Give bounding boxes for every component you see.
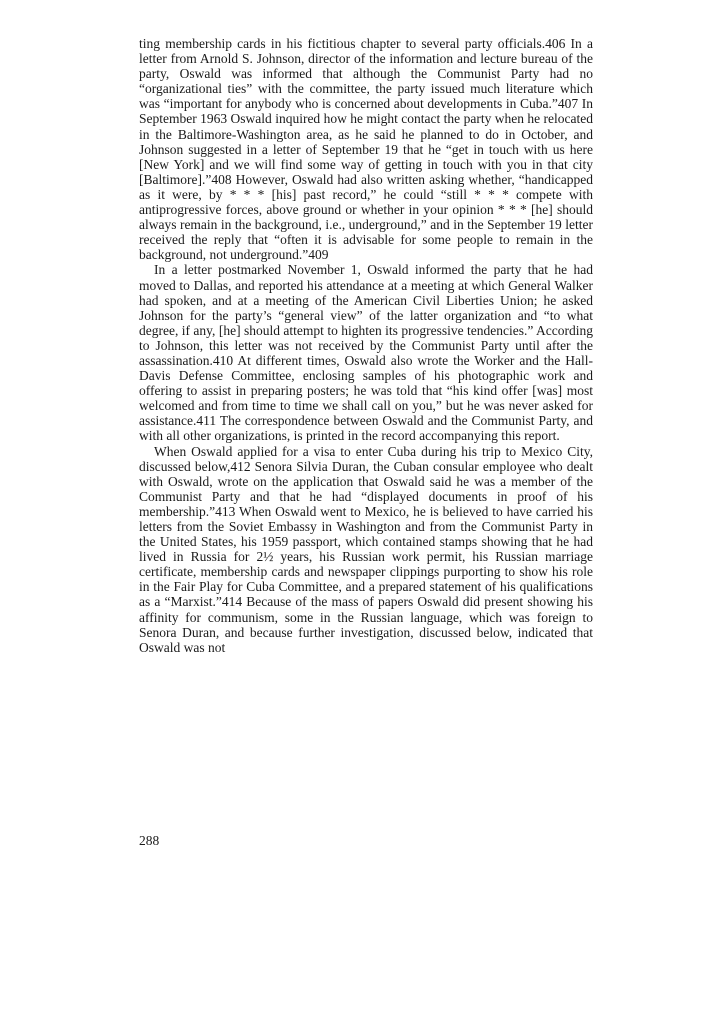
- paragraph-1: ting membership cards in his fictitious chapter to several party officials.406 In a letter from Arnold S. Johnson, director of the information and lecture bureau of the party, Oswald was informed that although the Communist Party had no “organizational ties” with the committee, the party issued much literature which was “important for anybody who is concerned about developments in Cuba.”407 In September 1963 Oswald inquired how he might contact the party when he relocated in the Baltimore-Washington area, as he said he planned to do in October, and Johnson suggested in a letter of September 19 that he “get in touch with us here [New York] and we will find some way of getting in touch with you in that city [Baltimore].”408 However, Oswald had also written asking whether, “handicapped as it were, by * * * [his] past record,” he could “still * * * compete with antiprogressive forces, above ground or whether in your opinion * * * [he] should always remain in the background, i.e., underground,” and in the September 19 letter received the reply that “often it is advisable for some people to remain in the background, not underground.”409: [139, 36, 593, 263]
- body-text: [139, 36, 593, 655]
- paragraph-3: When Oswald applied for a visa to enter Cuba during his trip to Mexico City, discussed below,412 Senora Silvia Duran, the Cuban consular employee who dealt with Oswald, wrote on the application that Oswald said he was a member of the Communist Party and that he had “displayed documents in proof of his membership.”413 When Oswald went to Mexico, he is believed to have carried his letters from the Soviet Embassy in Washington and from the Communist Party in the United States, his 1959 passport, which contained stamps showing that he had lived in Russia for 2½ years, his Russian work permit, his Russian marriage certificate, membership cards and newspaper clippings purporting to show his role in the Fair Play for Cuba Committee, and a prepared statement of his qualifications as a “Marxist.”414 Because of the mass of papers Oswald did present showing his affinity for communism, some in the Russian language, which was foreign to Senora Duran, and because further investigation, discussed below, indicated that Oswald was not: [139, 443, 593, 655]
- page-number: 288: [139, 833, 160, 848]
- paragraph-2: In a letter postmarked November 1, Oswald informed the party that he had moved to Dallas, and reported his attendance at a meeting at which General Walker had spoken, and at a meeting of the American Civil Liberties Union; he asked Johnson for the party’s “general view” of the latter organization and “to what degree, if any, [he] should attempt to highten its progressive tendencies.” According to Johnson, this letter was not received by the Communist Party until after the assassination.410 At different times, Oswald also wrote the Worker and the Hall-Davis Defense Committee, enclosing samples of his photographic work and offering to assist in preparing posters; he was told that “his kind offer [was] most welcomed and from time to time we shall call on you,” but he was never asked for assistance.411 The correspondence between Oswald and the Communist Party, and with all other organizations, is printed in the record accompanying this report.: [139, 262, 593, 444]
